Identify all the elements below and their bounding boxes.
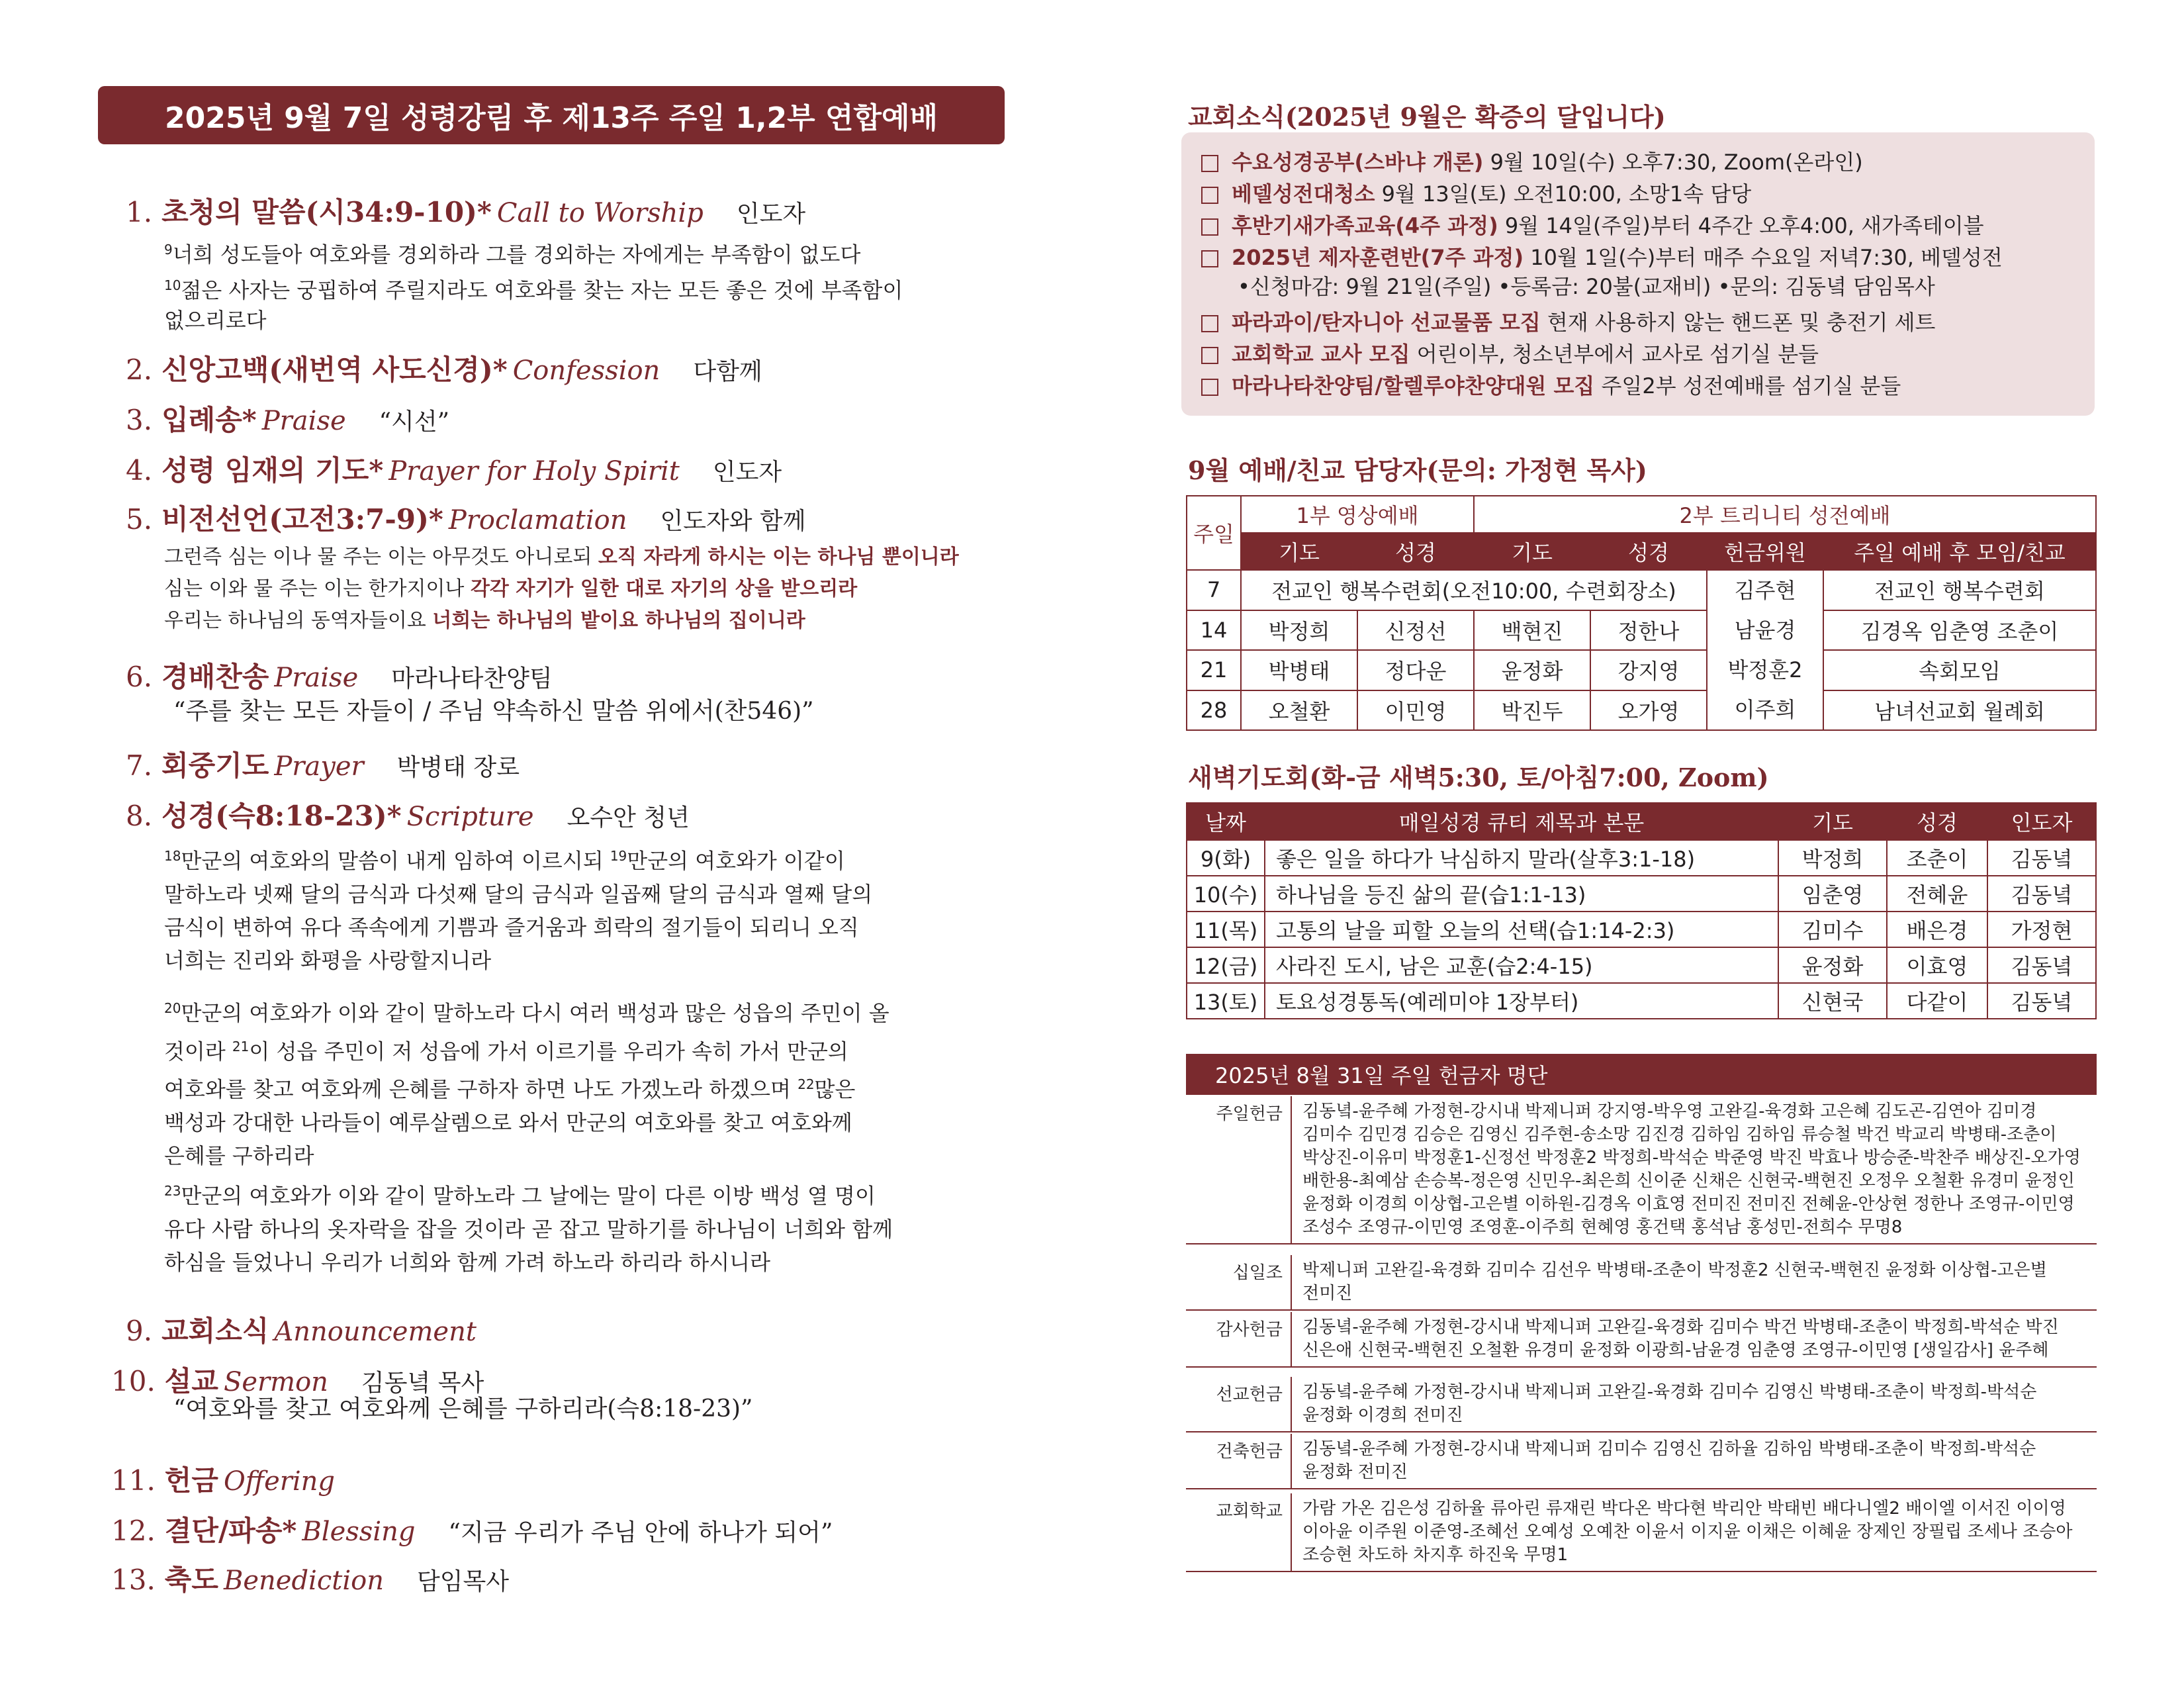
duty-fellowship: 남녀선교회 월례회 xyxy=(1823,690,2096,731)
item-english: Sermon xyxy=(223,1367,328,1397)
duty-cell: 오가영 xyxy=(1590,690,1707,731)
offering-heading: 2025년 8월 31일 주일 헌금자 명단 xyxy=(1215,1063,1548,1088)
dawn-cell: 토요성경통독(예레미야 1장부터) xyxy=(1265,983,1778,1019)
dawn-row xyxy=(1187,876,2096,912)
item-english: Call to Worship xyxy=(496,198,704,228)
offering-row xyxy=(1186,1434,2097,1489)
sermon-quote: “여호와를 찾고 여호와께 은혜를 구하리라(슥8:18-23)” xyxy=(173,1395,753,1423)
item-number: 13. xyxy=(111,1564,156,1596)
news-item: 수요성경공부(스바냐 개론) 9월 10일(수) 오후7:30, Zoom(온라인) xyxy=(1201,146,1863,176)
duty-cell: 박병태 xyxy=(1241,650,1357,690)
item-number: 10. xyxy=(111,1365,156,1397)
sub-header: 성경 xyxy=(1357,533,1474,570)
item-english: Praise xyxy=(261,406,346,436)
offering-type: 교회학교 xyxy=(1186,1493,1292,1571)
dawn-cell: 12(금) xyxy=(1187,947,1265,983)
sub-header: 성경 xyxy=(1590,533,1707,570)
dawn-cell: 조춘이 xyxy=(1887,840,1987,876)
news-item: 2025년 제자훈련반(7주 과정) 10월 1일(수)부터 매주 수요일 저녁7:30, 베델성전 xyxy=(1201,241,2003,271)
checkbox-icon xyxy=(1201,155,1218,172)
worship-item xyxy=(126,399,449,438)
item-english: Announcement xyxy=(274,1317,477,1347)
dawn-row xyxy=(1187,912,2096,947)
news-item: 베델성전대청소 9월 13일(토) 오전10:00, 소망1속 담당 xyxy=(1201,177,1751,208)
news-item: 교회학교 교사 모집 어린이부, 청소년부에서 교사로 섬기실 분들 xyxy=(1201,338,1819,368)
item-number: 12. xyxy=(111,1515,156,1547)
dawn-cell: 김동녘 xyxy=(1987,947,2096,983)
item-title: 비전선언(고전3:7-9)* xyxy=(161,503,443,536)
duty-date: 21 xyxy=(1187,650,1241,690)
news-heading: 교회소식(2025년 9월은 확증의 달입니다) xyxy=(1188,102,1666,132)
dawn-header: 날짜 xyxy=(1187,803,1265,840)
dawn-cell: 이효영 xyxy=(1887,947,1987,983)
checkbox-icon xyxy=(1201,218,1218,236)
dawn-cell: 신현국 xyxy=(1778,983,1887,1019)
dawn-cell: 임춘영 xyxy=(1778,876,1887,912)
item-number: 5. xyxy=(126,503,153,536)
worship-item xyxy=(126,449,782,489)
duty-heading: 9월 예배/친교 담당자(문의: 가정현 목사) xyxy=(1188,455,1647,485)
news-item: 마라나타찬양팀/할렐루야찬양대원 모집 주일2부 성전예배를 섬기실 분들 xyxy=(1201,369,1901,400)
item-leader: 박병태 장로 xyxy=(396,754,520,781)
dawn-cell: 하나님을 등진 삶의 끝(습1:1-13) xyxy=(1265,876,1778,912)
duty-merged: 전교인 행복수련회(오전10:00, 수련회장소) xyxy=(1241,570,1707,610)
duty-date: 7 xyxy=(1187,570,1241,610)
item-title: 경배찬송 xyxy=(161,661,269,693)
checkbox-icon xyxy=(1201,347,1218,364)
call-verse: $^9$너희 성도들아 여호와를 경외하라 그를 경외하는 자에게는 부족함이 없도다 $^{10}$젊은 사자는 궁핍하여 주릴지라도 여호와를 찾는 자는 모든 좋은 것에 부족함이 없으리로다 xyxy=(164,242,903,334)
item-title: 성령 임재의 기도* xyxy=(161,454,384,487)
offering-row xyxy=(1186,1096,2097,1244)
item-english: Praise xyxy=(274,663,359,693)
item-number: 9. xyxy=(126,1315,153,1347)
sub-header: 주일 예배 후 모임/친교 xyxy=(1823,533,2096,570)
service-title-bar xyxy=(98,86,1005,144)
group-1: 1부 영상예배 xyxy=(1241,496,1474,533)
item-number: 3. xyxy=(126,404,153,436)
dawn-cell: 11(목) xyxy=(1187,912,1265,947)
service-title: 2025년 9월 7일 성령강림 후 제13주 주일 1,2부 연합예배 xyxy=(165,101,938,135)
dawn-cell: 고통의 날을 피할 오늘의 선택(습1:14-2:3) xyxy=(1265,912,1778,947)
group-2: 2부 트리니티 성전예배 xyxy=(1474,496,2096,533)
checkbox-icon xyxy=(1201,250,1218,267)
offering-names: 김동녘-윤주혜 가정현-강시내 박제니퍼 고완길-육경화 김미수 김영신 박병태-조춘이 박정희-박석순 윤정화 이경희 전미진 xyxy=(1302,1382,2037,1425)
offering-type: 십일조 xyxy=(1186,1255,1292,1309)
offering-row xyxy=(1186,1377,2097,1432)
item-title: 결단/파송* xyxy=(164,1515,297,1547)
duty-cell: 정한나 xyxy=(1590,610,1707,651)
item-number: 1. xyxy=(126,196,153,228)
item-number: 7. xyxy=(126,749,153,782)
dawn-cell: 사라진 도시, 남은 교훈(습2:4-15) xyxy=(1265,947,1778,983)
dawn-cell: 김동녘 xyxy=(1987,983,2096,1019)
item-leader: 인도자 xyxy=(736,201,806,228)
duty-cell: 박진두 xyxy=(1474,690,1590,731)
item-english: Scripture xyxy=(406,802,534,832)
worship-item xyxy=(126,191,805,230)
item-english: Prayer xyxy=(274,751,364,782)
item-english: Benediction xyxy=(223,1566,384,1596)
item-english: Prayer for Holy Spirit xyxy=(388,456,680,487)
item-english: Proclamation xyxy=(448,505,627,536)
hymn-quote: “주를 찾는 모든 자들이 / 주님 약속하신 말씀 위에서(찬546)” xyxy=(173,698,814,725)
dawn-heading: 새벽기도회(화-금 새벽5:30, 토/아침7:00, Zoom) xyxy=(1188,763,1769,792)
scripture-paragraph-1: $^{18}$만군의 여호와의 말씀이 내게 임하여 이르시되 $^{19}$만군의 여호와가 이같이 말하노라 넷째 달의 금식과 다섯째 달의 금식과 일곱째 달의 금식과 열째 달의 금식이 변하여 유다 족속에게 기쁨과 즐거움과 희락의 절기들이 되리니 오직 너희는 진리와 화평을 사랑할지니라 xyxy=(164,848,873,973)
item-leader: 김동녘 목사 xyxy=(361,1370,484,1397)
dawn-row xyxy=(1187,983,2096,1019)
worship-item xyxy=(126,1309,510,1349)
dawn-cell: 좋은 일을 하다가 낙심하지 말라(살후3:1-18) xyxy=(1265,840,1778,876)
offering-type: 주일헌금 xyxy=(1186,1096,1292,1243)
worship-item xyxy=(111,1509,833,1549)
dawn-cell: 전혜윤 xyxy=(1887,876,1987,912)
ushers: 김주현 남윤경 박정훈2 이주희 xyxy=(1707,570,1823,730)
item-title: 입례송* xyxy=(161,404,257,436)
item-number: 11. xyxy=(111,1464,156,1497)
col-sunday: 주일 xyxy=(1187,496,1241,570)
duty-table xyxy=(1186,495,2097,731)
offering-names: 김동녘-윤주혜 가정현-강시내 박제니퍼 김미수 김영신 김하율 김하임 박병태-조춘이 박정희-박석순 윤정화 전미진 xyxy=(1302,1439,2036,1482)
dawn-cell: 13(토) xyxy=(1187,983,1265,1019)
dawn-cell: 김미수 xyxy=(1778,912,1887,947)
offering-names: 박제니퍼 고완길-육경화 김미수 김선우 박병태-조춘이 박정훈2 신현국-백현진 윤정화 이상협-고은별 전미진 xyxy=(1302,1260,2047,1303)
item-title: 성경(슥8:18-23)* xyxy=(161,800,402,832)
item-leader: 인도자와 함께 xyxy=(660,508,806,535)
worship-item xyxy=(126,498,806,538)
offering-type: 선교헌금 xyxy=(1186,1377,1292,1431)
item-title: 신앙고백(새번역 사도신경)* xyxy=(161,353,508,386)
offering-names: 김동녘-윤주혜 가정현-강시내 박제니퍼 강지영-박우영 고완길-육경화 고은혜 김도곤-김연아 김미경 김미수 김민경 김승은 김영신 김주현-송소망 김진경 김하임 김하임 류승철 박건 박교리 박병태-조춘이 박상진-이유미 박정훈1-신정선 박정훈2 박정희-박석순 박준영 박진 박효나 방승준-박찬주 배상진-오가영 배한용-최예삼 손승복-정은영 신민우-최은희 신이준 신채은 신현국-백현진 오정우 오철환 유경미 윤정인 윤정화 이경희 이상협-고은별 이하원-김경옥 이효영 전미진 전미진 전혜윤-안상현 정한나 조영규-이민영 조성수 조영규-이민영 조영훈-이주희 현혜영 홍건택 홍석남 홍성민-전희수 무명8 xyxy=(1302,1102,2081,1237)
checkbox-icon xyxy=(1201,379,1218,396)
sub-header: 기도 xyxy=(1474,533,1590,570)
offering-type: 감사헌금 xyxy=(1186,1312,1292,1366)
news-item: 후반기새가족교육(4주 과정) 9월 14일(주일)부터 4주간 오후4:00, 새가족테이블 xyxy=(1201,209,1984,240)
offering-row xyxy=(1186,1312,2097,1368)
duty-cell: 강지영 xyxy=(1590,650,1707,690)
duty-date: 28 xyxy=(1187,690,1241,731)
offering-names: 김동녘-윤주혜 가정현-강시내 박제니퍼 고완길-육경화 김미수 박건 박병태-조춘이 박정희-박석순 박진 신은애 신현국-백현진 오철환 유경미 윤정화 이광희-남윤경 임춘영 조영규-이민영 [생일감사] 윤주혜 xyxy=(1302,1317,2059,1360)
duty-cell: 신정선 xyxy=(1357,610,1474,651)
dawn-cell: 10(수) xyxy=(1187,876,1265,912)
dawn-header: 기도 xyxy=(1778,803,1887,840)
item-leader: “시선” xyxy=(379,408,450,436)
offering-row xyxy=(1186,1493,2097,1572)
duty-fellowship: 김경옥 임춘영 조춘이 xyxy=(1823,610,2096,651)
offering-row xyxy=(1186,1255,2097,1311)
item-title: 교회소식 xyxy=(161,1315,269,1347)
duty-fellowship: 속회모임 xyxy=(1823,650,2096,690)
duty-cell: 윤정화 xyxy=(1474,650,1590,690)
item-title: 헌금 xyxy=(164,1464,218,1497)
item-english: Confession xyxy=(512,355,660,386)
item-leader: 인도자 xyxy=(712,459,782,486)
duty-cell: 오철환 xyxy=(1241,690,1357,731)
dawn-cell: 배은경 xyxy=(1887,912,1987,947)
scripture-paragraph-3: $^{23}$만군의 여호와가 이와 같이 말하노라 그 날에는 말이 다른 이방 백성 열 명이 유다 사람 하나의 옷자락을 잡을 것이라 곧 잡고 말하기를 하나님이 너희와 함께 하심을 들었나니 우리가 너희와 함께 가려 하노라 하리라 하시니라 xyxy=(164,1183,893,1275)
offering-names: 가람 가온 김은성 김하율 류아린 류재린 박다온 박다현 박리안 박태빈 배다니엘2 배이엘 이서진 이이영 이아윤 이주원 이준영-조혜선 오예성 오예찬 이윤서 이지윤 이채은 이혜윤 장제인 장필립 조세나 조승아 조승현 차도하 차지후 하진욱 무명1 xyxy=(1302,1499,2073,1565)
sub-header: 헌금위원 xyxy=(1707,533,1823,570)
offering-type: 건축헌금 xyxy=(1186,1434,1292,1488)
duty-cell: 정다운 xyxy=(1357,650,1474,690)
proclamation-text: 그런즉 심는 이나 물 주는 이는 아무것도 아니로되 오직 자라게 하시는 이는 하나님 뿐이니라 심는 이와 물 주는 이는 한가지이나 각각 자기가 일한 대로 자기의 상을 받으리라 우리는 하나님의 동역자들이요 너희는 하나님의 밭이요 하나님의 집이니라 xyxy=(164,545,959,632)
worship-item xyxy=(126,348,762,388)
item-title: 회중기도 xyxy=(161,749,269,782)
news-item: 파라과이/탄자니아 선교물품 모집 현재 사용하지 않는 핸드폰 및 충전기 세트 xyxy=(1201,306,1935,336)
dawn-cell: 김동녘 xyxy=(1987,876,2096,912)
dawn-row xyxy=(1187,947,2096,983)
dawn-cell: 다같이 xyxy=(1887,983,1987,1019)
dawn-cell: 윤정화 xyxy=(1778,947,1887,983)
duty-fellowship: 전교인 행복수련회 xyxy=(1823,570,2096,610)
worship-item xyxy=(126,794,690,834)
item-leader: 다함께 xyxy=(693,358,762,385)
checkbox-icon xyxy=(1201,315,1218,332)
item-leader: 마라나타찬양팀 xyxy=(391,665,553,692)
offering-header xyxy=(1186,1054,2097,1095)
duty-cell: 이민영 xyxy=(1357,690,1474,731)
news-item: •신청마감: 9월 21일(주일) •등록금: 20불(교재비) •문의: 김동녘 담임목사 xyxy=(1238,274,1935,299)
dawn-cell: 박정희 xyxy=(1778,840,1887,876)
dawn-header: 인도자 xyxy=(1987,803,2096,840)
item-title: 설교 xyxy=(164,1365,218,1397)
dawn-table xyxy=(1186,802,2097,1019)
item-leader: “지금 우리가 주님 안에 하나가 되어” xyxy=(448,1519,833,1546)
sub-header: 기도 xyxy=(1241,533,1357,570)
item-number: 2. xyxy=(126,353,153,386)
scripture-paragraph-2: $^{20}$만군의 여호와가 이와 같이 말하노라 다시 여러 백성과 많은 성읍의 주민이 올 것이라 $^{21}$이 성읍 주민이 저 성읍에 가서 이르기를 우리가 속히 가서 만군의 여호와를 찾고 여호와께 은혜를 구하자 하면 나도 가겠노라 하겠으며 $^{22}$많은 백성과 강대한 나라들이 예루살렘으로 와서 만군의 여호와를 찾고 여호와께 은혜를 구하리라 xyxy=(164,1000,889,1168)
item-leader: 담임목사 xyxy=(416,1568,510,1595)
item-title: 축도 xyxy=(164,1564,218,1596)
dawn-row xyxy=(1187,840,2096,876)
dawn-cell: 9(화) xyxy=(1187,840,1265,876)
dawn-cell: 김동녘 xyxy=(1987,840,2096,876)
worship-item xyxy=(126,744,520,784)
worship-item xyxy=(111,1459,368,1499)
dawn-cell: 가정현 xyxy=(1987,912,2096,947)
item-english: Blessing xyxy=(302,1517,416,1547)
dawn-header: 매일성경 큐티 제목과 본문 xyxy=(1265,803,1778,840)
worship-item xyxy=(111,1558,509,1598)
dawn-header: 성경 xyxy=(1887,803,1987,840)
duty-date: 14 xyxy=(1187,610,1241,651)
item-english: Offering xyxy=(223,1466,336,1497)
duty-cell: 백현진 xyxy=(1474,610,1590,651)
worship-item xyxy=(126,655,553,695)
item-title: 초청의 말씀(시34:9-10)* xyxy=(161,196,492,228)
item-number: 6. xyxy=(126,661,153,693)
item-number: 8. xyxy=(126,800,153,832)
item-number: 4. xyxy=(126,454,153,487)
item-leader: 오수안 청년 xyxy=(567,804,690,831)
duty-cell: 박정희 xyxy=(1241,610,1357,651)
checkbox-icon xyxy=(1201,187,1218,204)
